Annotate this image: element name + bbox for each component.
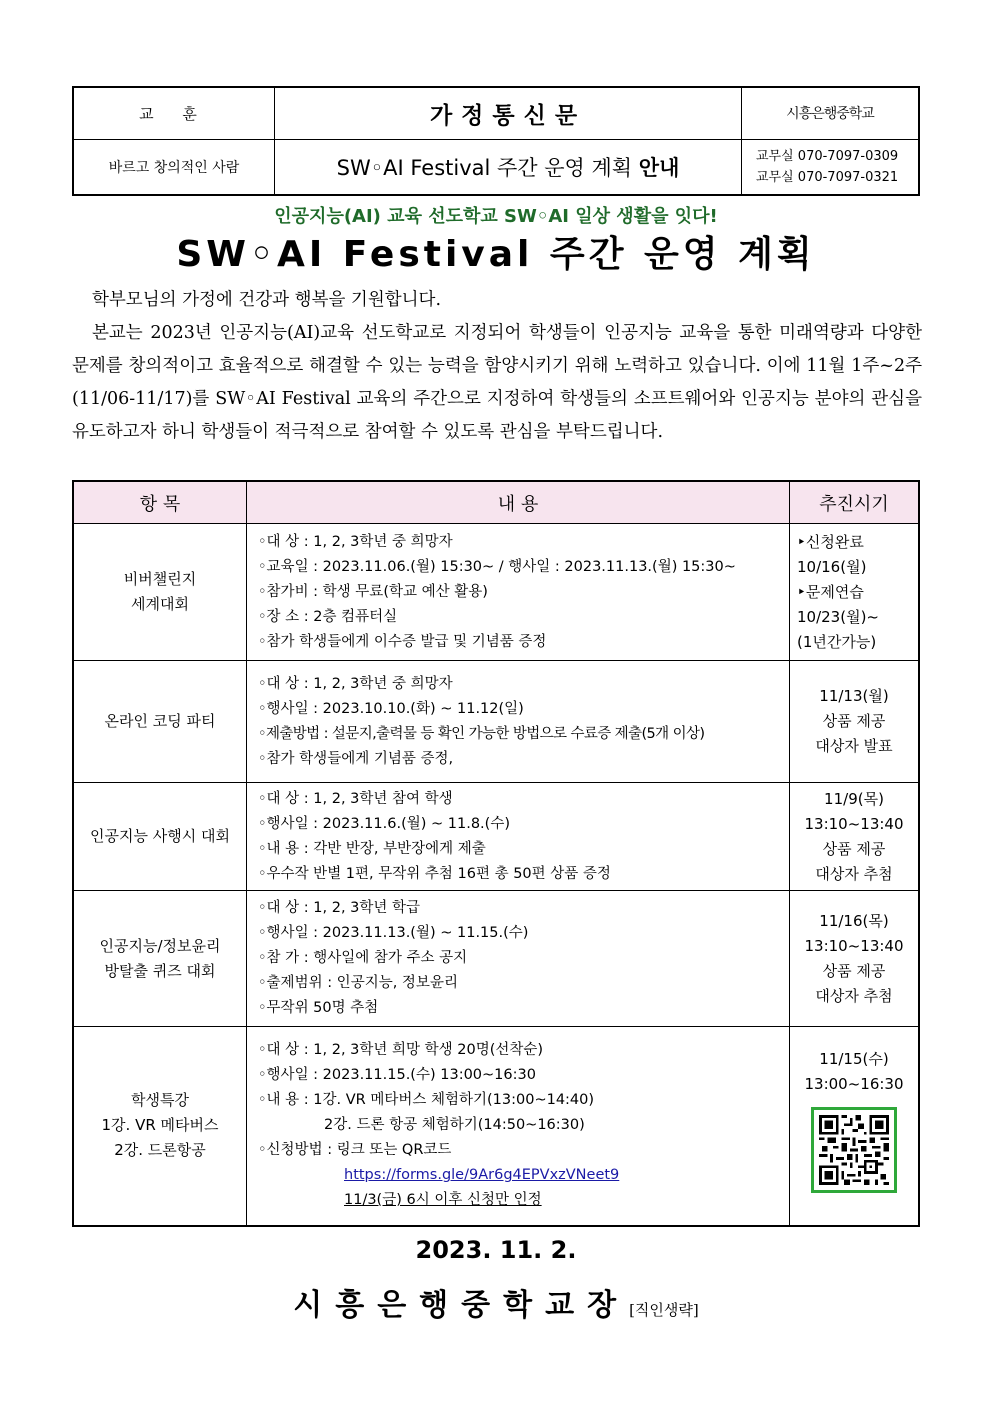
signature: 시흥은행중학교장[직인생략] bbox=[293, 1288, 699, 1323]
signup-link[interactable]: https://forms.gle/9Ar6g4EPVxzVNeet9 bbox=[344, 1167, 620, 1184]
row-item: 인공지능/정보윤리 방탈출 퀴즈 대회 bbox=[73, 891, 247, 1027]
intro-greeting: 학부모님의 가정에 건강과 행복을 기원합니다. bbox=[92, 290, 442, 310]
table-row bbox=[73, 1027, 919, 1226]
main-title: SW◦AI Festival 주간 운영 계획 bbox=[176, 234, 816, 275]
plan-table bbox=[72, 480, 920, 1227]
intro-body: 본교는 2023년 인공지능(AI)교육 선도학교로 지정되어 학생들이 인공지능 교육을 통한 미래역량과 다양한 문제를 창의적이고 효율적으로 해결할 수 있는 능력을 함양시키기 위해 노력하고 있습니다. 이에 11월 1주~2주(11/06-11/17)를 SW◦AI Festival 교육의 주간으로 지정하여 학생들의 소프트웨어와 인공지능 분야의 관심을 유도하고자 하니 학생들이 적극적으로 참여할 수 있도록 관심을 부탁드립니다. bbox=[72, 323, 922, 442]
row-schedule: 11/9(목) 13:10~13:40 상품 제공 대상자 추첨 bbox=[790, 783, 920, 891]
seal-omitted-note: [직인생략] bbox=[629, 1301, 699, 1319]
table-row bbox=[73, 783, 919, 891]
row-content: ◦대 상 : 1, 2, 3학년 희망 학생 20명(선착순) ◦행사일 : 2023.11.15.(수) 13:00~16:30 ◦내 용 : 1강. VR 메타버스 체험하기(13:00~14:40) 2강. 드론 항공 체험하기(14:50~16:30) ◦신청방법 : 링크 또는 QR코드 https://forms.gle/9Ar6g4EPVxzVNeet9 11/3(금) 6시 이후 신청만 인정 bbox=[247, 1027, 790, 1226]
row-content: ◦대 상 : 1, 2, 3학년 학급 ◦행사일 : 2023.11.13.(월) ~ 11.15.(수) ◦참 가 : 행사일에 참가 주소 공지 ◦출제범위 : 인공지능, 정보윤리 ◦무작위 50명 추첨 bbox=[247, 891, 790, 1027]
row-content: ◦대 상 : 1, 2, 3학년 중 희망자 ◦행사일 : 2023.10.10.(화) ~ 11.12(일) ◦제출방법 : 설문지,출력물 등 확인 가능한 방법으로 수료증 제출(5개 이상) ◦참가 학생들에게 기념품 증정, bbox=[247, 661, 790, 783]
doc-subject: SW◦AI Festival 주간 운영 계획 안내 bbox=[275, 139, 742, 195]
school-name: 시흥은행중학교 bbox=[742, 87, 920, 139]
table-row bbox=[73, 891, 919, 1027]
motto: 바르고 창의적인 사람 bbox=[73, 139, 275, 195]
signup-note: 11/3(금) 6시 이후 신청만 인정 bbox=[344, 1192, 542, 1209]
qr-code-icon[interactable] bbox=[811, 1107, 897, 1193]
intro-text bbox=[72, 284, 922, 449]
row-item: 비버챌린지 세계대회 bbox=[73, 524, 247, 661]
tagline: 인공지능(AI) 교육 선도학교 SW◦AI 일상 생활을 잇다! bbox=[274, 206, 718, 227]
contact-phones: 교무실 070-7097-0309 교무실 070-7097-0321 bbox=[742, 139, 920, 195]
col-header-item: 항 목 bbox=[73, 481, 247, 524]
issue-date: 2023. 11. 2. bbox=[415, 1236, 577, 1264]
row-content: ◦대 상 : 1, 2, 3학년 중 희망자 ◦교육일 : 2023.11.06.(월) 15:30~ / 행사일 : 2023.11.13.(월) 15:30~ ◦참가비 : 학생 무료(학교 예산 활용) ◦장 소 : 2층 컴퓨터실 ◦참가 학생들에게 이수증 발급 및 기념품 증정 bbox=[247, 524, 790, 661]
row-content: ◦대 상 : 1, 2, 3학년 참여 학생 ◦행사일 : 2023.11.6.(월) ~ 11.8.(수) ◦내 용 : 각반 반장, 부반장에게 제출 ◦우수작 반별 1편, 무작위 추첨 16편 총 50편 상품 증정 bbox=[247, 783, 790, 891]
row-schedule: ‣신청완료 10/16(월) ‣문제연습 10/23(월)~ (1년간가능) bbox=[790, 524, 920, 661]
row-schedule: 11/13(월) 상품 제공 대상자 발표 bbox=[790, 661, 920, 783]
header-table bbox=[72, 86, 920, 196]
col-header-schedule: 추진시기 bbox=[790, 481, 920, 524]
motto-label: 교 훈 bbox=[73, 87, 275, 139]
table-row bbox=[73, 661, 919, 783]
table-row bbox=[73, 524, 919, 661]
row-schedule: 11/15(수) 13:00~16:30 bbox=[790, 1027, 920, 1226]
row-item: 학생특강 1강. VR 메타버스 2강. 드론항공 bbox=[73, 1027, 247, 1226]
table-header-row bbox=[73, 481, 919, 524]
row-item: 온라인 코딩 파티 bbox=[73, 661, 247, 783]
row-schedule: 11/16(목) 13:10~13:40 상품 제공 대상자 추첨 bbox=[790, 891, 920, 1027]
col-header-content: 내 용 bbox=[247, 481, 790, 524]
row-item: 인공지능 사행시 대회 bbox=[73, 783, 247, 891]
doc-title: 가정통신문 bbox=[275, 87, 742, 139]
